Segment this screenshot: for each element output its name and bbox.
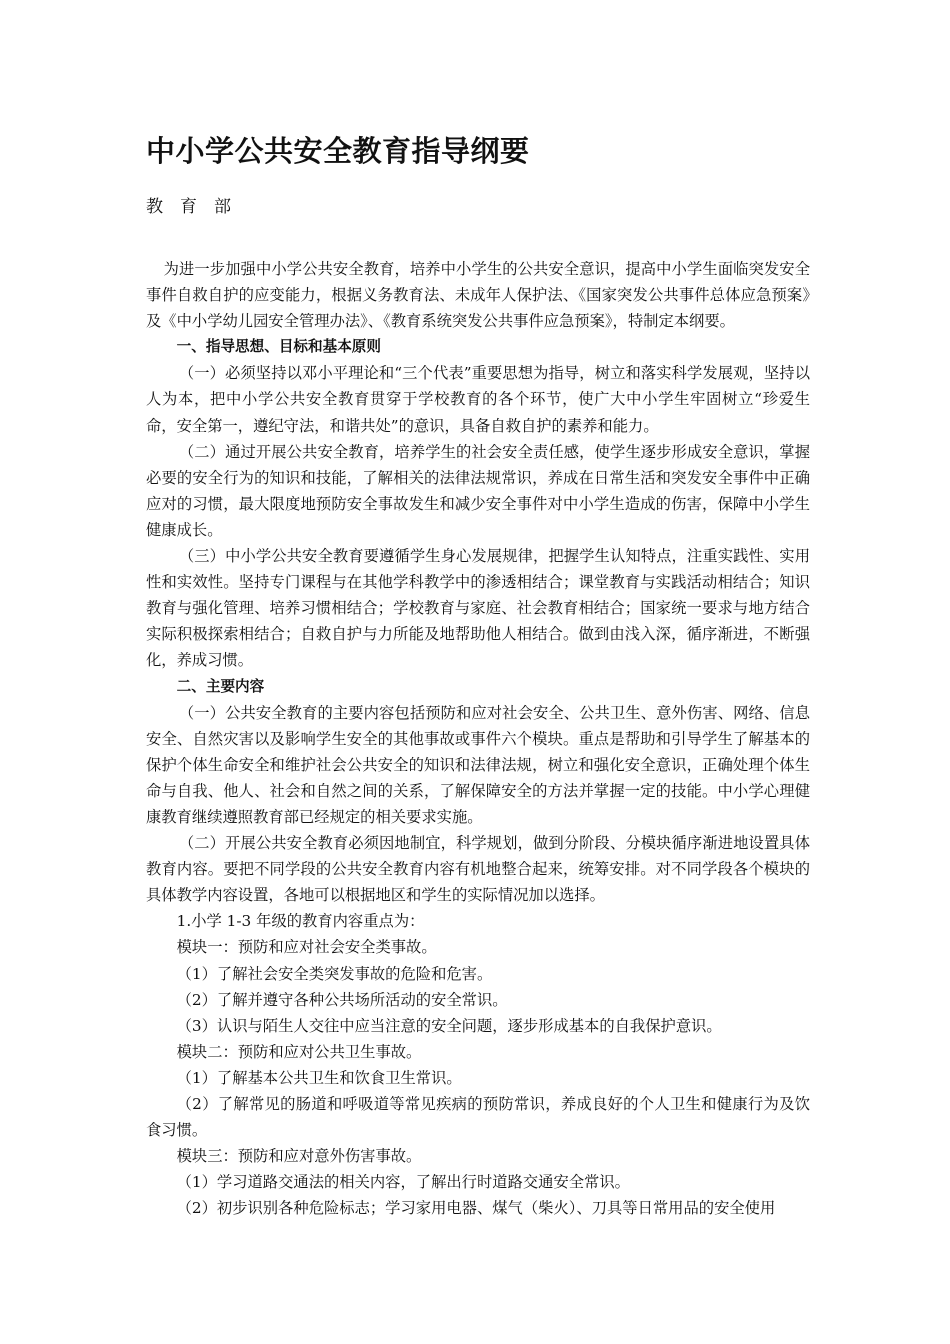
section-heading-2: 二、主要内容	[176, 677, 265, 695]
body-paragraph: （一）公共安全教育的主要内容包括预防和应对社会安全、公共卫生、意外伤害、网络、信息安全、自然灾害以及影响学生安全的其他事故或事件六个模块。重点是帮助和引导学生了解基本的保护个体生命安全和维护社会公共安全的知识和法律法规，树立和强化安全意识，正确处理个体生命与自我、他人、社会和自然之间的关系，了解保障安全的方法并掌握一定的技能。中小学心理健康教育继续遵照教育部已经规定的相关要求实施。	[146, 703, 810, 826]
body-paragraph: （二）通过开展公共安全教育，培养学生的社会安全责任感，使学生逐步形成安全意识，掌握必要的安全行为的知识和技能，了解相关的法律法规常识，养成在日常生活和突发安全事件中正确应对的习惯，最大限度地预防安全事故发生和减少安全事件对中小学生造成的伤害，保障中小学生健康成长。	[146, 442, 810, 539]
list-item: （1）了解基本公共卫生和饮食卫生常识。	[176, 1068, 462, 1087]
list-item: （2）了解常见的肠道和呼吸道等常见疾病的预防常识，养成良好的个人卫生和健康行为及饮食习惯。	[146, 1095, 810, 1140]
grade-heading: 1.小学 1-3 年级的教育内容重点为：	[176, 912, 425, 931]
body-paragraph: （二）开展公共安全教育必须因地制宜，科学规划，做到分阶段、分模块循序渐进地设置具体教育内容。要把不同学段的公共安全教育内容有机地整合起来，统筹安排。对不同学段各个模块的具体教学内容设置，各地可以根据地区和学生的实际情况加以选择。	[146, 834, 810, 905]
section-heading-1: 一、指导思想、目标和基本原则	[176, 338, 381, 356]
list-item: （2）初步识别各种危险标志；学习家用电器、煤气（柴火）、刀具等日常用品的安全使用	[176, 1199, 776, 1218]
intro-paragraph: 为进一步加强中小学公共安全教育，培养中小学生的公共安全意识，提高中小学生面临突发安全事件自救自护的应变能力，根据义务教育法、未成年人保护法、《国家突发公共事件总体应急预案》及《中小学幼儿园安全管理办法》、《教育系统突发公共事件应急预案》，特制定本纲要。	[146, 260, 810, 331]
body-paragraph: （一）必须坚持以邓小平理论和“三个代表”重要思想为指导，树立和落实科学发展观，坚持以人为本，把中小学公共安全教育贯穿于学校教育的各个环节，使广大中小学生牢固树立“珍爱生命，安全第一，遵纪守法，和谐共处”的意识，具备自救自护的素养和能力。	[146, 364, 810, 435]
module-heading: 模块一：预防和应对社会安全类事故。	[176, 938, 437, 957]
body-paragraph: （三）中小学公共安全教育要遵循学生身心发展规律，把握学生认知特点，注重实践性、实用性和实效性。坚持专门课程与在其他学科教学中的渗透相结合；课堂教育与实践活动相结合；知识教育与强化管理、培养习惯相结合；学校教育与家庭、社会教育相结合；国家统一要求与地方结合实际积极探索相结合；自救自护与力所能及地帮助他人相结合。做到由浅入深，循序渐进，不断强化，养成习惯。	[146, 547, 810, 670]
document-title: 中小学公共安全教育指导纲要	[146, 134, 530, 168]
document-body	[146, 256, 810, 1221]
list-item: （1）了解社会安全类突发事故的危险和危害。	[176, 964, 493, 983]
document-author: 教育部	[146, 197, 248, 217]
list-item: （1）学习道路交通法的相关内容，了解出行时道路交通安全常识。	[176, 1173, 630, 1192]
module-heading: 模块二：预防和应对公共卫生事故。	[176, 1042, 422, 1061]
list-item: （2）了解并遵守各种公共场所活动的安全常识。	[176, 990, 508, 1009]
list-item: （3）认识与陌生人交往中应当注意的安全问题，逐步形成基本的自我保护意识。	[176, 1016, 722, 1035]
module-heading: 模块三：预防和应对意外伤害事故。	[176, 1147, 422, 1166]
